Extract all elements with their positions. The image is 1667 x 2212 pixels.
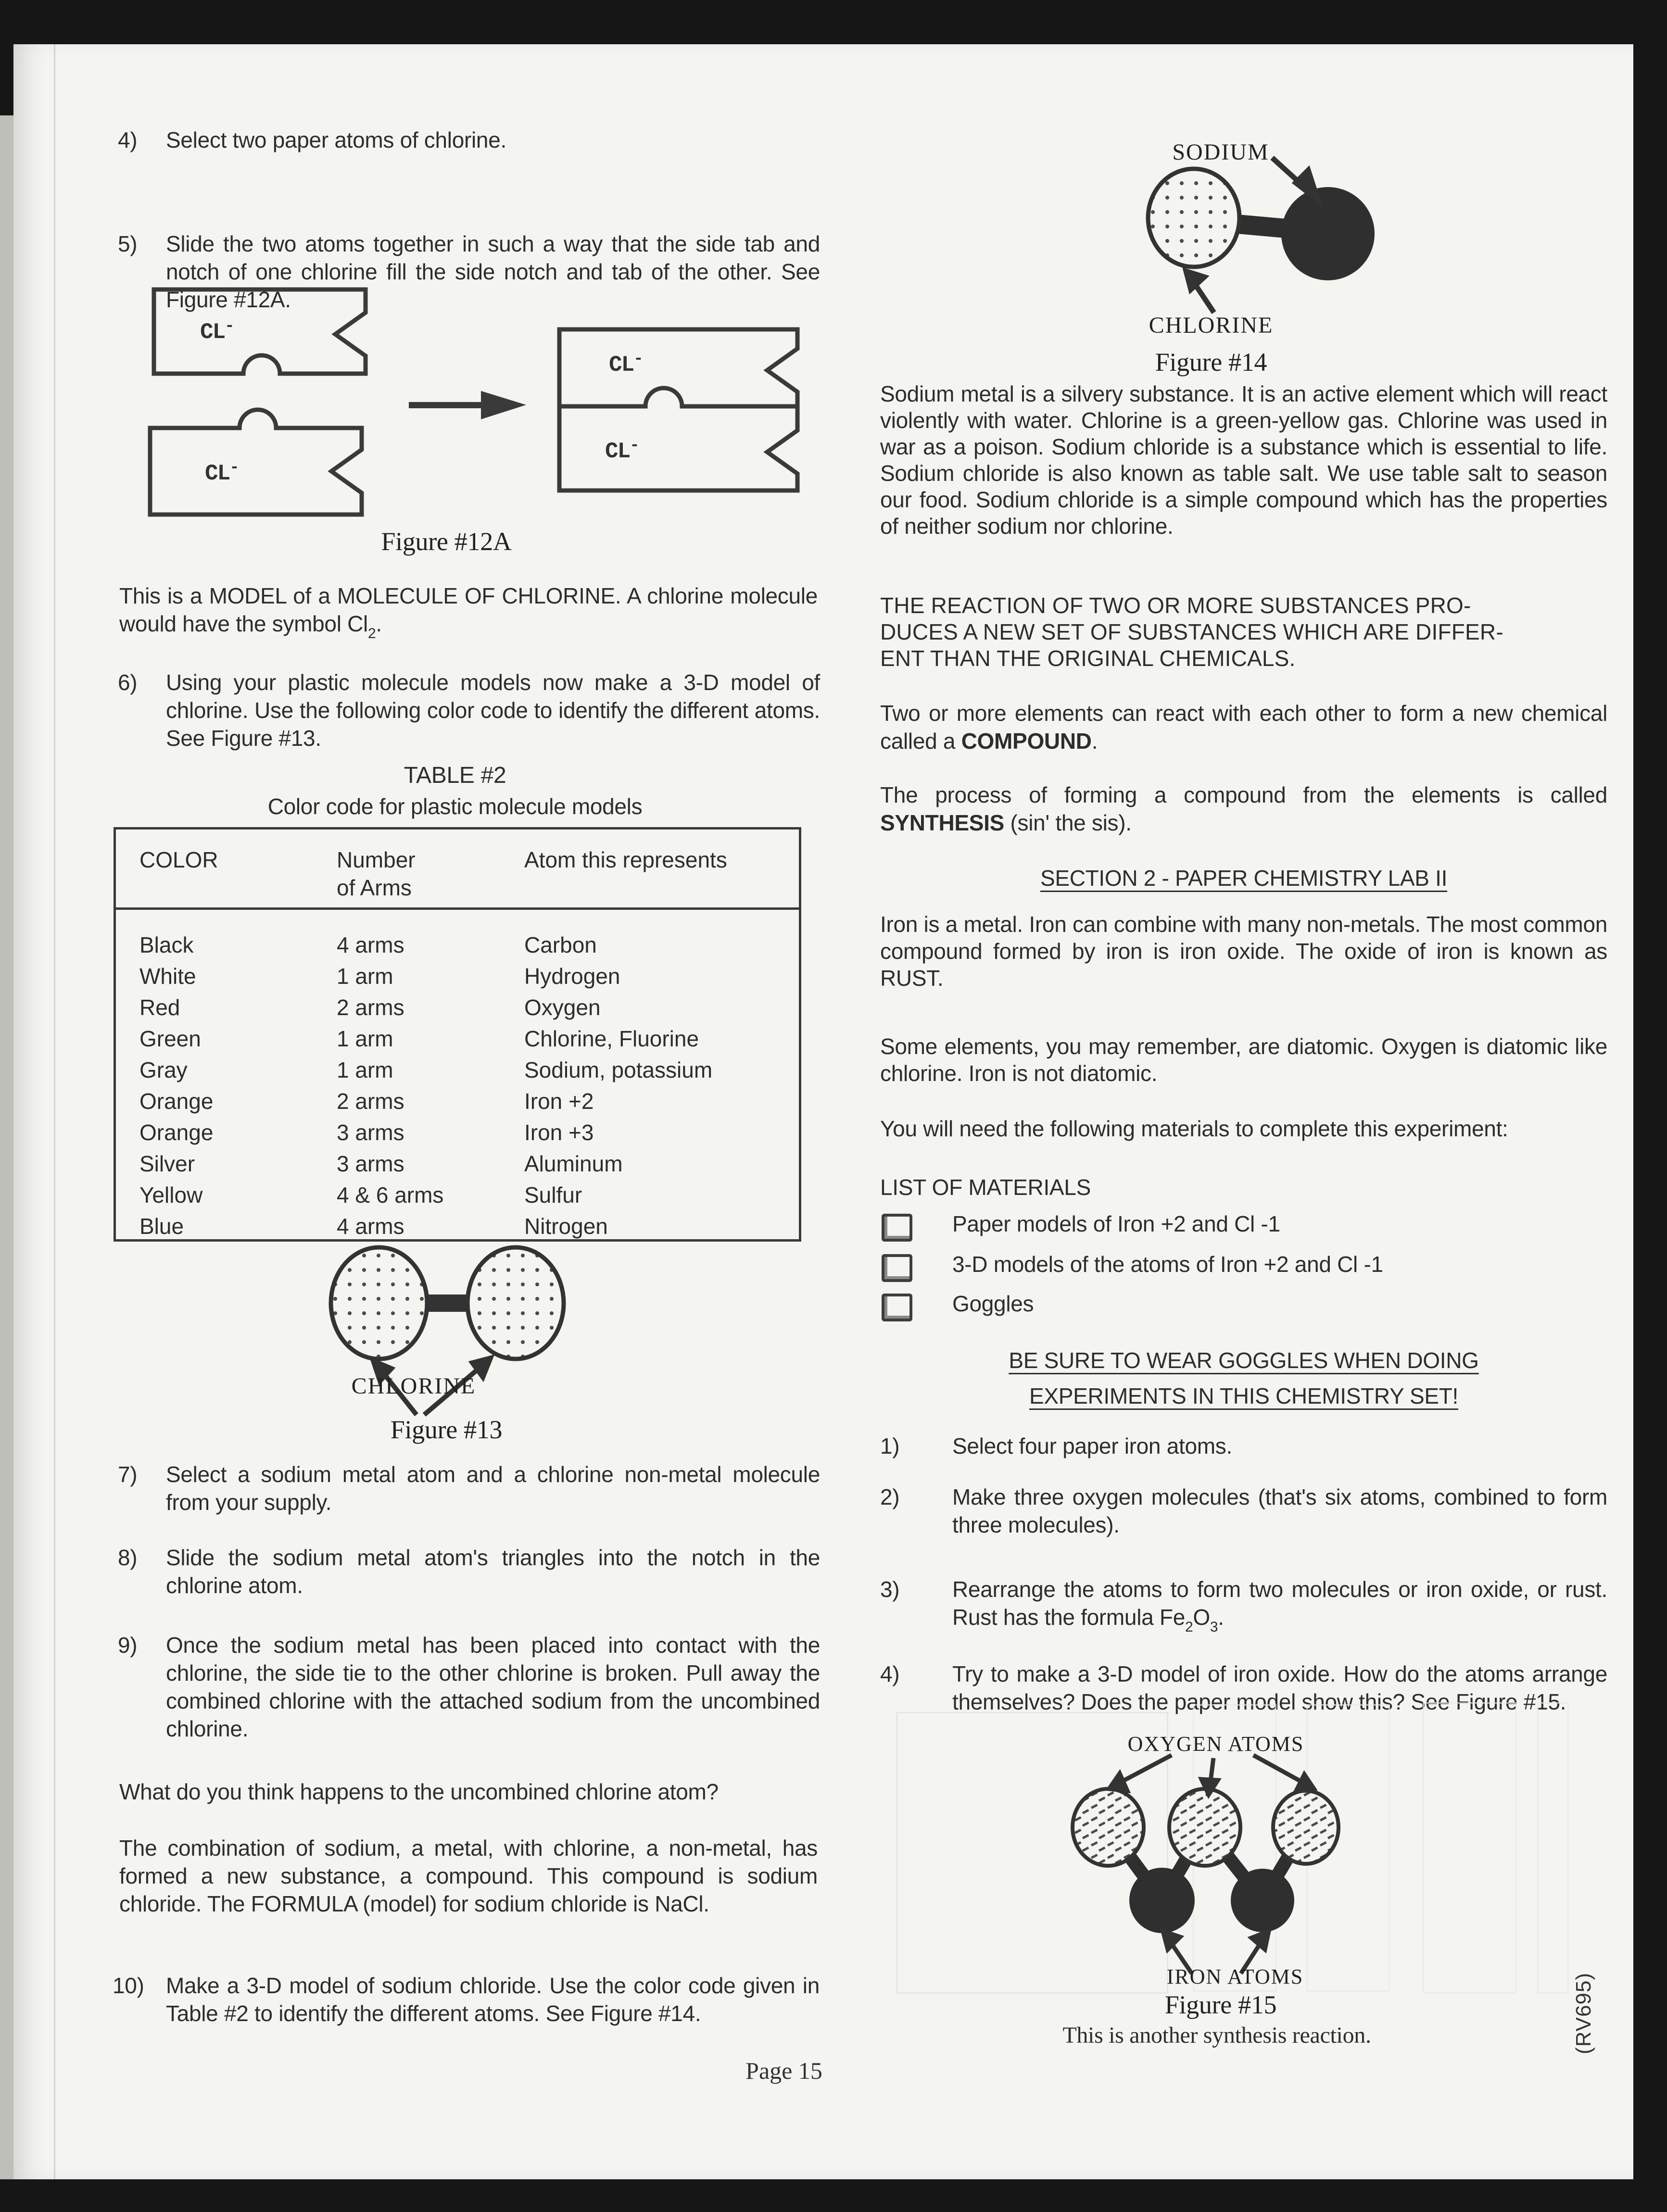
paragraph-iron-metal: Iron is a metal. Iron can combine with many non-metals. The most common compound formed by iron is iron oxide. The oxide of iron is known as RUST. [880,912,1607,991]
adjacent-page-edge [0,115,13,2179]
figure-14-drawing [1120,150,1427,376]
combined-molecule-outline [559,329,797,490]
table-row-arms: 4 arms [337,932,404,957]
oxygen-atom [1073,1789,1144,1866]
step-right-4: 4) Try to make a 3-D model of iron oxide. How do the atoms arrange themselves? Does the paper model show this? See Figure #15. [880,1661,1607,1714]
page-fold-line [54,44,55,2179]
bleed-through-shape [1537,1702,1569,1994]
table-row-atom: Sulfur [524,1182,582,1207]
table-row-atom: Chlorine, Fluorine [524,1026,699,1051]
table2-header-atom: Atom this represents [524,847,727,872]
paragraph-materials-intro: You will need the following materials to complete this experiment: [880,1116,1508,1141]
step-right-3: 3) Rearrange the atoms to form two molecules or iron oxide, or rust. Rust has the formula $Fe_2O_3$. [880,1577,1607,1635]
table-row-arms: 2 arms [337,1089,404,1114]
step-left-5: 5) Slide the two atoms together in such a way that the side tab and notch of one chlorine fill the side notch and tab of the other. See Figure #12A. [118,231,820,312]
iron-atom [1231,1869,1294,1932]
step-left-10: 10) Make a 3-D model of sodium chloride. Use the color code given in Table #2 to identify the different atoms. See Figure #14. [113,1973,820,2026]
table-row-arms: 2 arms [337,995,404,1020]
goggles-warning: BE SURE TO WEAR GOGGLES WHEN DOING EXPERIMENTS IN THIS CHEMISTRY SET! [1009,1348,1479,1408]
material-item: 3-D models of the atoms of Iron +2 and Cl -1 [952,1252,1383,1277]
cl-label-piece-top: CL- [200,317,234,345]
table-row-color: Black [139,932,194,957]
table-row-color: Red [139,995,180,1020]
step-left-6: 6) Using your plastic molecule models now make a 3-D model of chlorine. Use the following color code to identify the different atoms. See Figure #13. [118,670,820,751]
iron-atom [1129,1868,1195,1933]
table2-header-arms-2: of Arms [337,875,412,900]
figure-15-closing-line: This is another synthesis reaction. [1062,2023,1371,2048]
chlorine-piece-bottom [150,410,362,515]
table-row-atom: Aluminum [524,1151,623,1176]
table-row-color: Green [139,1026,201,1051]
print-code: (RV695) [1572,1972,1595,2055]
paragraph-sodium-metal: Sodium metal is a silvery substance. It is an active element which will react violently with water. Chlorine is a green-yellow gas. Chlorine was used in war as a poison. Sodium chloride is a substance which is essential to life. Sodium chloride is also known as table salt. We use table salt to season our food. Sodium chloride is a simple compound which has the properties of neither sodium nor chlorine. [880,381,1607,539]
list-of-materials-title: LIST OF MATERIALS [880,1175,1091,1200]
table-row-color: Orange [139,1089,214,1114]
section-2-heading: SECTION 2 - PAPER CHEMISTRY LAB II [1040,866,1448,891]
table-row-color: White [139,964,196,989]
table-row-color: Silver [139,1151,195,1176]
page-number: Page 15 [745,2057,822,2084]
chlorine-atom-left [331,1247,427,1359]
bleed-through-shape [1423,1702,1517,1994]
table-row-color: Gray [139,1057,188,1082]
table-row-color: Yellow [139,1182,203,1207]
step-left-8: 8) Slide the sodium metal atom's triangles into the notch in the chlorine atom. [118,1545,820,1598]
figure-15-oxygen-label: OXYGEN ATOMS [1127,1732,1304,1756]
figure-13-chlorine-label: CHLORINE [351,1373,476,1399]
material-item: Paper models of Iron +2 and Cl -1 [952,1211,1280,1236]
figure-12a-drawing [139,287,812,528]
step-right-1: 1) Select four paper iron atoms. [880,1433,1232,1458]
chlorine-atom-right [467,1247,564,1359]
figure-13-caption: Figure #13 [390,1415,503,1444]
figure-14-sodium-label: SODIUM [1172,139,1269,165]
paragraph-model-of-molecule: This is a MODEL of a MOLECULE OF CHLORINE. A chlorine molecule would have the symbol $Cl_2$. [119,583,818,641]
book-page [13,44,1633,2179]
table-row-arms: 1 arm [337,964,393,989]
table-row-atom: Hydrogen [524,964,620,989]
figure-15-iron-label: IRON ATOMS [1166,1965,1304,1988]
table-row-color: Orange [139,1120,214,1145]
checkbox-icon [882,1254,912,1282]
step-right-2: 2) Make three oxygen molecules (that's six atoms, combined to form three molecules). [880,1484,1607,1537]
paragraph-compound: Two or more elements can react with each other to form a new chemical called a COMPOUND. [880,701,1607,754]
table-row-atom: Nitrogen [524,1214,608,1239]
table-row-arms: 3 arms [337,1120,404,1145]
table-row-atom: Iron +3 [524,1120,594,1145]
paragraph-reaction-caps: THE REACTION OF TWO OR MORE SUBSTANCES PRO- DUCES A NEW SET OF SUBSTANCES WHICH ARE DIFFER- ENT THAN THE ORIGINAL CHEMICALS. [880,593,1503,671]
cl-label-combined-bottom: CL- [605,437,639,464]
table-row-arms: 3 arms [337,1151,404,1176]
chlorine-piece-top [154,289,366,374]
combined-molecule-seam [559,388,797,406]
sodium-atom [1281,187,1375,280]
figure-14-chlorine-label: CHLORINE [1149,313,1274,338]
table2-header-rule [114,907,799,910]
chlorine-atom [1148,169,1239,267]
material-item: Goggles [952,1291,1034,1316]
paragraph-combination: The combination of sodium, a metal, with chlorine, a non-metal, has formed a new substance, a compound. This compound is sodium chloride. The FORMULA (model) for sodium chloride is NaCl. [119,1835,818,1916]
step-left-4: 4) Select two paper atoms of chlorine. [118,127,506,152]
question-uncombined-chlorine: What do you think happens to the uncombined chlorine atom? [119,1779,719,1804]
checkbox-icon [882,1214,912,1242]
table-row-atom: Sodium, potassium [524,1057,713,1082]
figure-12a-caption: Figure #12A [381,527,512,556]
paragraph-synthesis: The process of forming a compound from the elements is called SYNTHESIS (sin' the sis). [880,782,1607,835]
arrow-icon [409,391,526,419]
paragraph-diatomic: Some elements, you may remember, are diatomic. Oxygen is diatomic like chlorine. Iron is not diatomic. [880,1034,1607,1086]
table-row-arms: 4 & 6 arms [337,1182,444,1207]
figure-14-caption: Figure #14 [1155,348,1267,377]
cl-label-piece-bottom: CL- [205,459,239,486]
table-row-atom: Carbon [524,932,597,957]
table2-header-color: COLOR [139,847,218,872]
checkbox-icon [882,1294,912,1321]
table-row-arms: 1 arm [337,1026,393,1051]
oxygen-atom [1273,1791,1339,1864]
cl-label-combined-top: CL- [609,350,643,377]
figure-15-caption: Figure #15 [1164,1990,1277,2019]
table2-title: TABLE #2 [404,763,506,788]
table2-header-arms-1: Number [337,847,416,872]
table-row-arms: 4 arms [337,1214,404,1239]
table-row-atom: Iron +2 [524,1089,594,1114]
step-left-7: 7) Select a sodium metal atom and a chlorine non-metal molecule from your supply. [118,1462,820,1515]
table-row-arms: 1 arm [337,1057,393,1082]
table-row-atom: Oxygen [524,995,601,1020]
table-row-color: Blue [139,1214,184,1239]
step-left-9: 9) Once the sodium metal has been placed into contact with the chlorine, the side tie to the other chlorine is broken. Pull away the combined chlorine with the attached sodium from the uncombined chlorine. [118,1633,820,1741]
table2-subtitle: Color code for plastic molecule models [267,794,643,819]
oxygen-atom [1169,1789,1240,1866]
